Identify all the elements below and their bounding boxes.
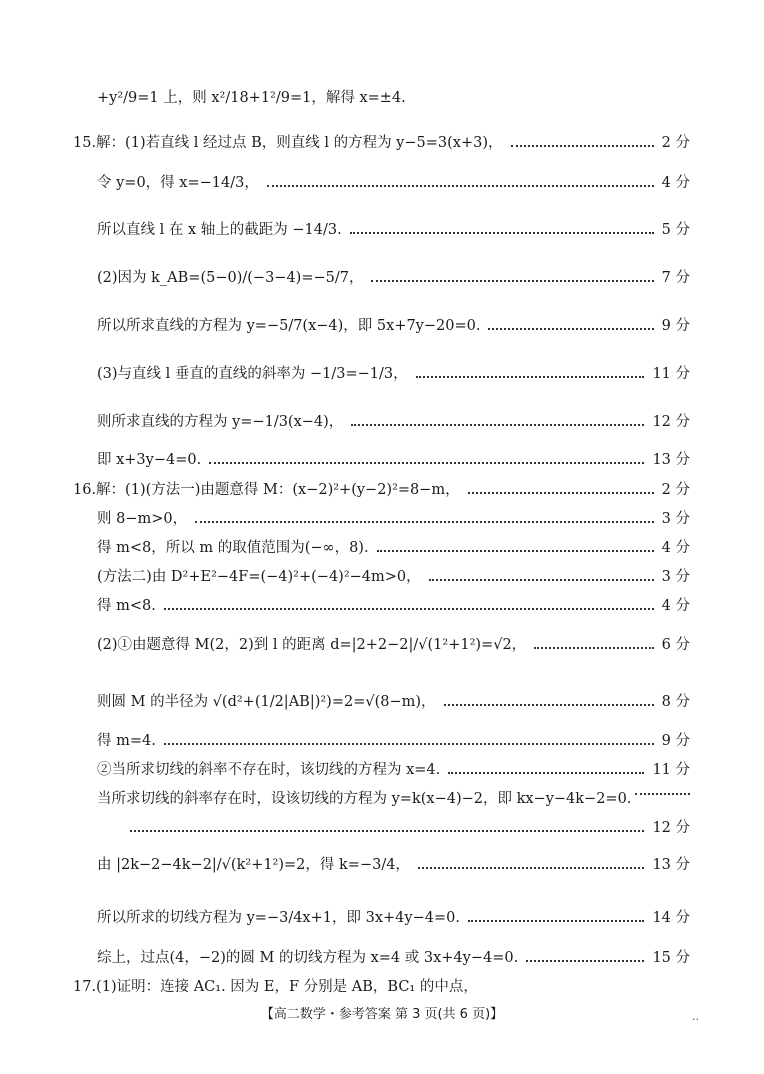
line-q16-14 — [97, 946, 690, 967]
score-label: 13 分 — [652, 857, 690, 873]
line-q15-5 — [97, 314, 690, 335]
score-label: 7 分 — [661, 270, 690, 286]
score-label: 11 分 — [652, 762, 690, 778]
score-label: 12 分 — [652, 414, 690, 430]
line-text: (3)与直线 l 垂直的直线的斜率为 −1/3=−1/3， — [97, 366, 408, 382]
dot-leader — [351, 424, 644, 426]
line-q17-1 — [73, 975, 690, 996]
line-text: ②当所求切线的斜率不存在时，该切线的方程为 x=4. — [97, 762, 441, 778]
dot-leader — [371, 280, 653, 282]
dot-leader — [418, 867, 645, 869]
score-label: 3 分 — [661, 569, 690, 585]
dot-leader — [429, 579, 654, 581]
line-text: (2)①由题意得 M(2，2)到 l 的距离 d=|2+2−2|/√(1²+1²)=√2， — [97, 637, 527, 653]
score-label: 14 分 — [652, 910, 690, 926]
line-text: (2)因为 k_AB=(5−0)/(−3−4)=−5/7， — [97, 270, 364, 286]
line-q16-11 — [130, 816, 690, 837]
line-q16-9 — [97, 758, 690, 779]
dot-leader — [444, 704, 654, 706]
line-text: (方法二)由 D²+E²−4F=(−4)²+(−4)²−4m>0， — [97, 569, 421, 585]
line-q15-7 — [97, 410, 690, 431]
line-text: 当所求切线的斜率存在时，设该切线的方程为 y=k(x−4)−2，即 kx−y−4k−2=0. — [97, 791, 632, 807]
corner-mark: .. — [692, 1010, 699, 1023]
dot-leader — [468, 920, 645, 922]
score-label: 9 分 — [661, 318, 690, 334]
line-text: 15.解：(1)若直线 l 经过点 B，则直线 l 的方程为 y−5=3(x+3)， — [73, 135, 503, 151]
dot-leader — [195, 521, 654, 523]
score-label: 4 分 — [661, 175, 690, 191]
line-text: 则 8−m>0， — [97, 511, 188, 527]
line-q15-1 — [73, 131, 690, 152]
line-text: 即 x+3y−4=0. — [97, 452, 202, 468]
line-text: 则圆 M 的半径为 √(d²+(1/2|AB|)²)=2=√(8−m)， — [97, 694, 436, 710]
dot-leader — [511, 145, 654, 147]
line-q16-7 — [97, 690, 690, 711]
line-q16-2 — [97, 507, 690, 528]
dot-leader — [448, 772, 644, 774]
dot-leader — [635, 793, 690, 795]
score-label: 4 分 — [661, 540, 690, 556]
line-q15-4 — [97, 266, 690, 287]
dot-leader — [267, 185, 654, 187]
line-q15-8 — [97, 448, 690, 469]
line-q16-13 — [97, 906, 690, 927]
dot-leader — [526, 960, 644, 962]
score-label: 2 分 — [661, 135, 690, 151]
line-text: 则所求直线的方程为 y=−1/3(x−4)， — [97, 414, 344, 430]
dot-leader — [164, 743, 654, 745]
line-text: 由 |2k−2−4k−2|/√(k²+1²)=2，得 k=−3/4， — [97, 857, 410, 873]
score-label: 4 分 — [661, 598, 690, 614]
line-text: 所以所求直线的方程为 y=−5/7(x−4)，即 5x+7y−20=0. — [97, 318, 481, 334]
dot-leader — [534, 647, 653, 649]
score-label: 3 分 — [661, 511, 690, 527]
line-q16-5 — [97, 594, 690, 615]
page-footer: 【高二数学・参考答案 第 3 页(共 6 页)】 — [260, 1007, 504, 1022]
line-q16-3 — [97, 536, 690, 557]
line-q15-6 — [97, 362, 690, 383]
score-label: 11 分 — [652, 366, 690, 382]
line-text: 令 y=0，得 x=−14/3， — [97, 175, 259, 191]
line-text: 所以直线 l 在 x 轴上的截距为 −14/3. — [97, 222, 342, 238]
line-q15-3 — [97, 218, 690, 239]
score-label: 6 分 — [661, 637, 690, 653]
dot-leader — [488, 328, 653, 330]
line-q16-1 — [73, 478, 690, 499]
line-q16-4 — [97, 565, 690, 586]
line-q16-6 — [97, 633, 690, 654]
line-q16-8 — [97, 729, 690, 750]
score-label: 9 分 — [661, 733, 690, 749]
dot-leader — [468, 492, 654, 494]
line-text: 所以所求的切线方程为 y=−3/4x+1，即 3x+4y−4=0. — [97, 910, 460, 926]
dot-leader — [416, 376, 645, 378]
line-text: 综上，过点(4，−2)的圆 M 的切线方程为 x=4 或 3x+4y−4=0. — [97, 950, 519, 966]
dot-leader — [350, 232, 654, 234]
dot-leader — [209, 462, 644, 464]
dot-leader — [130, 830, 644, 832]
line-q16-10 — [97, 787, 690, 808]
score-label: 12 分 — [652, 820, 690, 836]
dot-leader — [377, 550, 654, 552]
line-text: 得 m<8，所以 m 的取值范围为(−∞，8). — [97, 540, 369, 556]
score-label: 13 分 — [652, 452, 690, 468]
line-q16-12 — [97, 853, 690, 874]
line-text: 17.(1)证明：连接 AC₁. 因为 E，F 分别是 AB，BC₁ 的中点， — [73, 979, 478, 995]
line-text: 得 m=4. — [97, 733, 156, 749]
score-label: 8 分 — [661, 694, 690, 710]
score-label: 15 分 — [652, 950, 690, 966]
dot-leader — [164, 608, 654, 610]
score-label: 2 分 — [661, 482, 690, 498]
line-q15-2 — [97, 171, 690, 192]
line-text: 得 m<8. — [97, 598, 156, 614]
line-text: 16.解：(1)(方法一)由题意得 M：(x−2)²+(y−2)²=8−m， — [73, 482, 460, 498]
score-label: 5 分 — [661, 222, 690, 238]
line-text: +y²/9=1 上，则 x²/18+1²/9=1，解得 x=±4. — [97, 90, 406, 106]
line-q14-tail — [97, 86, 690, 107]
